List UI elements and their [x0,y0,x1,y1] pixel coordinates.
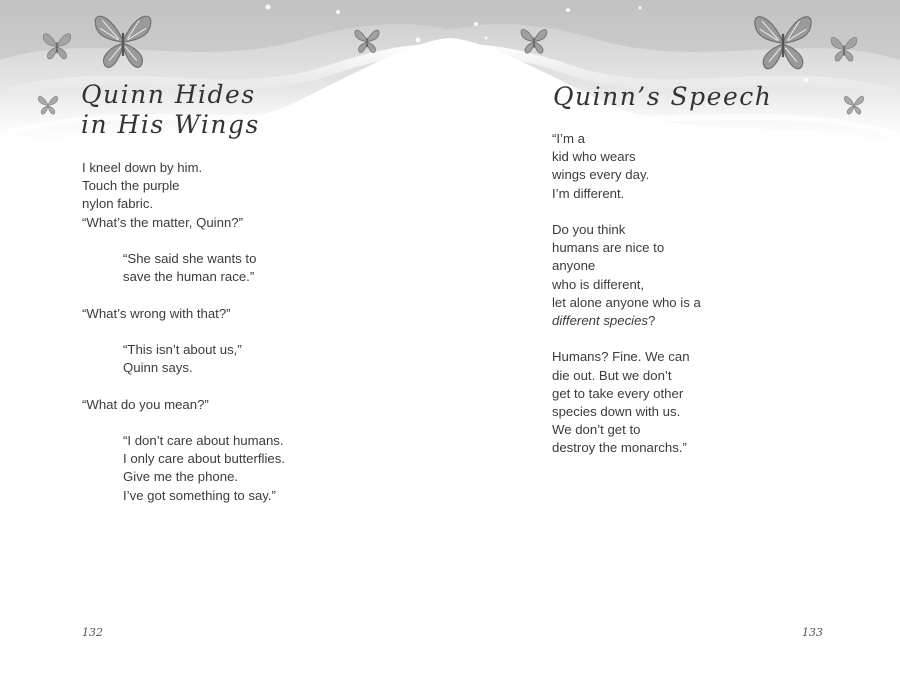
punctuation: ? [648,313,656,329]
page-number: 133 [802,626,823,639]
poem-line: let alone anyone who is a [552,294,701,310]
stanza-break [552,330,701,348]
poem-line: who is different, [552,276,645,292]
stanza-break [82,286,285,304]
stanza-break [82,232,285,250]
stanza-break [82,414,285,432]
stanza [82,305,285,323]
poem-line: I kneel down by him. [82,160,203,175]
poem-line: I’ve got something to say.” [123,487,276,503]
poem-line: humans are nice to [552,240,665,256]
poem-line: “I don’t care about humans. [123,432,284,448]
stanza [82,159,285,232]
page-title [553,82,772,112]
poem-line: wings every day. [552,167,650,183]
poem-line: nylon fabric. [82,196,154,212]
poem-line: “What do you mean?” [82,396,209,412]
poem-body [552,130,701,458]
poem-line: “What’s the matter, Quinn?” [82,214,244,230]
poem-line: We don’t get to [552,422,641,438]
poem-line: kid who wears [552,149,636,165]
poem-line: “I’m a [552,131,585,146]
poem-body [82,159,285,505]
poem-line: Do you think [552,222,626,237]
poem-line: get to take every other [552,385,684,401]
poem-line: “She said she wants to [123,251,257,266]
poem-line: destroy the monarchs.” [552,440,687,456]
poem-line [552,312,701,330]
stanza-break [552,203,701,221]
stanza-break [82,323,285,341]
right-page [450,0,900,675]
stanza [552,348,701,457]
page-title [81,80,260,140]
title-line: Quinn Hides [81,80,256,109]
poem-line: Touch the purple [82,178,180,194]
poem-line: die out. But we don’t [552,367,672,383]
stanza-break [82,377,285,395]
poem-line: Humans? Fine. We can [552,349,690,365]
poem-line: save the human race.” [123,269,255,285]
emphasis-text: different species [552,313,649,329]
poem-line: species down with us. [552,404,681,420]
poem-line: “This isn’t about us,” [123,341,242,357]
poem-line: Quinn says. [123,360,193,376]
stanza [82,341,285,377]
page-number: 132 [82,626,103,639]
stanza [552,130,701,203]
poem-line: Give me the phone. [123,469,239,485]
stanza [82,432,285,505]
stanza [82,396,285,414]
title-line: in His Wings [81,110,260,139]
poem-line: I’m different. [552,185,625,201]
poem-line: I only care about butterflies. [123,451,286,467]
title-line: Quinn’s Speech [553,82,773,111]
stanza [552,221,701,330]
poem-line: anyone [552,258,596,274]
poem-line: “What’s wrong with that?” [82,305,231,321]
stanza [82,250,285,286]
